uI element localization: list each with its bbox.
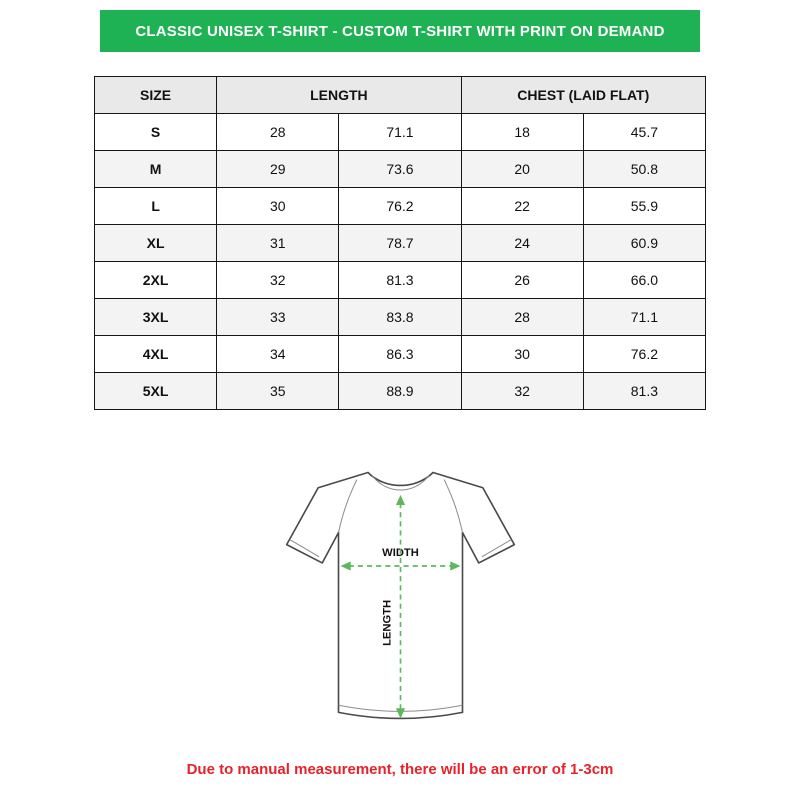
chest-in-cell: 22 — [461, 188, 583, 225]
size-cell: 4XL — [95, 336, 217, 373]
chest-in-cell: 20 — [461, 151, 583, 188]
table-row — [95, 299, 706, 336]
length-in-cell: 29 — [217, 151, 339, 188]
length-cm-cell: 86.3 — [339, 336, 461, 373]
length-cm-cell: 88.9 — [339, 373, 461, 410]
chest-in-cell: 30 — [461, 336, 583, 373]
table-row — [95, 188, 706, 225]
chest-cm-cell: 50.8 — [583, 151, 705, 188]
length-in-cell: 28 — [217, 114, 339, 151]
measurement-diagram — [248, 442, 553, 757]
size-cell: 5XL — [95, 373, 217, 410]
chest-cm-cell: 81.3 — [583, 373, 705, 410]
size-cell: L — [95, 188, 217, 225]
length-in-cell: 35 — [217, 373, 339, 410]
chest-cm-cell: 45.7 — [583, 114, 705, 151]
length-in-cell: 34 — [217, 336, 339, 373]
chest-cm-cell: 60.9 — [583, 225, 705, 262]
title-banner — [100, 10, 700, 52]
page-title: CLASSIC UNISEX T-SHIRT - CUSTOM T-SHIRT WITH PRINT ON DEMAND — [135, 22, 665, 40]
chest-in-cell: 18 — [461, 114, 583, 151]
size-cell: XL — [95, 225, 217, 262]
header-length: LENGTH — [217, 77, 461, 114]
size-chart-table — [94, 76, 706, 410]
width-label: WIDTH — [381, 546, 419, 559]
length-cm-cell: 76.2 — [339, 188, 461, 225]
length-in-cell: 33 — [217, 299, 339, 336]
chest-in-cell: 24 — [461, 225, 583, 262]
chest-in-cell: 32 — [461, 373, 583, 410]
tshirt-diagram-svg — [248, 442, 553, 752]
length-in-cell: 31 — [217, 225, 339, 262]
table-row — [95, 336, 706, 373]
length-in-cell: 30 — [217, 188, 339, 225]
size-cell: M — [95, 151, 217, 188]
chest-cm-cell: 66.0 — [583, 262, 705, 299]
length-cm-cell: 78.7 — [339, 225, 461, 262]
measurement-note: Due to manual measurement, there will be an error of 1-3cm — [186, 761, 614, 778]
length-cm-cell: 73.6 — [339, 151, 461, 188]
header-chest: CHEST (LAID FLAT) — [461, 77, 705, 114]
chest-in-cell: 26 — [461, 262, 583, 299]
chest-cm-cell: 76.2 — [583, 336, 705, 373]
table-row — [95, 114, 706, 151]
length-cm-cell: 71.1 — [339, 114, 461, 151]
chest-in-cell: 28 — [461, 299, 583, 336]
size-cell: 2XL — [95, 262, 217, 299]
table-row — [95, 373, 706, 410]
chest-cm-cell: 71.1 — [583, 299, 705, 336]
length-in-cell: 32 — [217, 262, 339, 299]
length-cm-cell: 83.8 — [339, 299, 461, 336]
chest-cm-cell: 55.9 — [583, 188, 705, 225]
header-size: SIZE — [95, 77, 217, 114]
size-cell: S — [95, 114, 217, 151]
table-header-row — [95, 77, 706, 114]
length-label: LENGTH — [380, 599, 393, 646]
table-row — [95, 262, 706, 299]
size-cell: 3XL — [95, 299, 217, 336]
table-row — [95, 225, 706, 262]
table-row — [95, 151, 706, 188]
length-cm-cell: 81.3 — [339, 262, 461, 299]
